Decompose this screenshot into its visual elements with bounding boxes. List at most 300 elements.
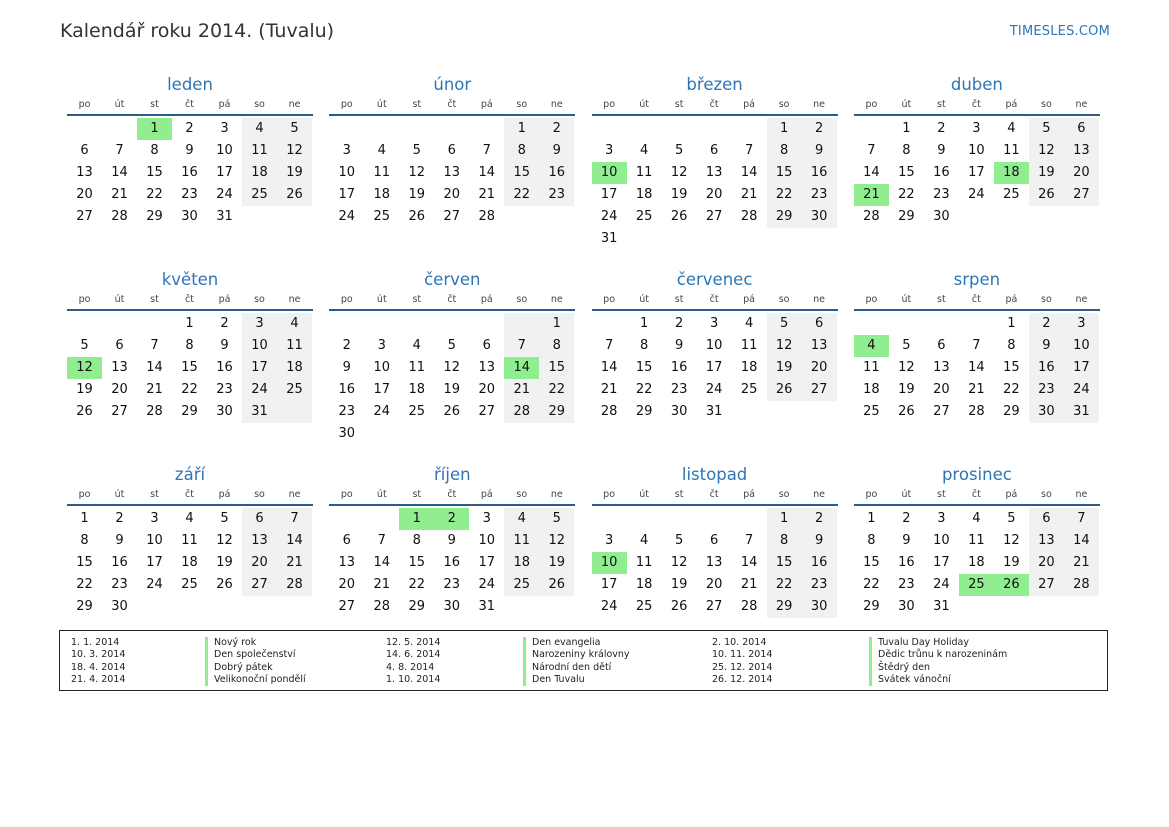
day-cell: 17 [933,555,950,570]
weekday-label: po [603,294,616,305]
day-cell: 4 [639,533,649,548]
weekday-header [854,488,1100,506]
day-cell: 27 [338,599,356,614]
day-cell: 6 [709,143,719,158]
weekday-label: pá [218,99,231,110]
day-cell: 12 [443,360,461,375]
day-cell: 5 [412,143,421,158]
day-cell: 13 [242,530,277,552]
day-cell: 20 [338,577,356,592]
day-cell: 23 [933,187,950,202]
day-cell: 28 [146,404,163,419]
day-cell: 29 [408,599,426,614]
day-cell: 7 [504,335,539,357]
empty-cell [242,206,277,228]
day-cell: 23 [898,577,915,592]
day-cell: 3 [937,511,946,526]
weekday-label: út [901,489,912,500]
day-cell: 28 [968,404,985,419]
day-cell: 7 [604,338,614,353]
day-cell: 25 [1003,187,1020,202]
day-cell: 15 [898,165,915,180]
day-cell: 9 [802,140,837,162]
day-cell: 15 [767,552,802,574]
day-cell: 8 [185,338,194,353]
legend-dates-column [71,637,125,686]
weekday-label: pá [480,489,493,500]
legend-date: 10. 11. 2014 [712,649,773,661]
day-cell: 27 [76,209,93,224]
day-cell: 20 [933,382,950,397]
day-cell: 7 [115,143,124,158]
day-cell: 23 [111,577,128,592]
empty-cell [732,228,767,250]
day-cell: 21 [740,187,758,202]
day-cell: 6 [482,338,491,353]
days-grid [592,311,838,423]
day-cell: 22 [76,577,93,592]
day-cell: 2 [937,121,946,136]
day-cell: 16 [216,360,233,375]
day-cell: 19 [1003,555,1020,570]
day-cell: 13 [1029,530,1064,552]
day-cell: 11 [740,338,758,353]
day-cell: 21 [968,382,985,397]
empty-cell [854,118,889,140]
day-cell: 22 [767,184,802,206]
weekday-label: st [674,294,684,305]
day-cell: 15 [146,165,163,180]
day-cell: 2 [802,508,837,530]
day-cell: 14 [863,165,880,180]
day-cell: 6 [937,338,946,353]
legend-dates-column [386,637,440,686]
day-cell: 3 [482,511,491,526]
weekday-label: po [78,99,91,110]
day-cell: 11 [373,165,391,180]
day-cell: 28 [504,401,539,423]
empty-cell [802,228,837,250]
day-cell: 27 [478,404,496,419]
day-cell: 6 [342,533,351,548]
day-cell: 15 [504,162,539,184]
day-cell: 13 [705,555,723,570]
day-cell: 17 [146,555,163,570]
empty-cell [207,596,242,618]
day-cell: 13 [478,360,496,375]
day-cell: 20 [1064,162,1099,184]
day-cell: 23 [181,187,198,202]
day-cell: 5 [80,338,89,353]
day-cell: 27 [111,404,128,419]
day-cell: 9 [185,143,194,158]
day-cell: 6 [115,338,124,353]
empty-cell [732,401,767,423]
day-cell: 19 [1029,162,1064,184]
day-cell: 16 [670,360,688,375]
weekday-label: ne [550,489,563,500]
day-cell: 19 [898,382,915,397]
empty-cell [732,508,767,530]
day-cell: 27 [705,209,723,224]
day-cell: 27 [705,599,723,614]
month-name: říjen [434,465,471,484]
day-cell: 26 [670,209,688,224]
day-cell: 19 [408,187,426,202]
holiday-day: 10 [592,162,627,184]
day-cell: 26 [216,577,233,592]
day-cell: 17 [968,165,985,180]
day-cell: 10 [216,143,233,158]
empty-cell [504,596,539,618]
empty-cell [329,118,364,140]
day-cell: 29 [539,401,574,423]
month-březen [592,74,838,269]
day-cell: 28 [863,209,880,224]
weekday-label: po [78,489,91,500]
weekday-label: ne [288,294,301,305]
day-cell: 29 [767,596,802,618]
day-cell: 22 [146,187,163,202]
weekday-label: so [516,489,528,500]
legend-holiday-name: Den evangelia [523,637,630,649]
day-cell: 28 [1064,574,1099,596]
weekday-label: po [340,294,353,305]
day-cell: 3 [604,143,614,158]
weekday-header [67,488,313,506]
day-cell: 24 [242,379,277,401]
day-cell: 2 [539,118,574,140]
weekday-header [592,488,838,506]
legend-holiday-name: Svátek vánoční [869,674,1007,686]
day-cell: 10 [705,338,723,353]
weekday-label: st [937,99,946,110]
day-cell: 15 [767,162,802,184]
empty-cell [539,206,574,228]
day-cell: 10 [478,533,496,548]
day-cell: 3 [150,511,159,526]
day-cell: 26 [408,209,426,224]
empty-cell [399,313,434,335]
empty-cell [434,313,469,335]
empty-cell [854,313,889,335]
days-grid [329,116,575,228]
weekday-label: út [639,99,649,110]
day-cell: 5 [220,511,229,526]
weekday-label: út [376,99,387,110]
day-cell: 4 [744,316,754,331]
day-cell: 11 [635,555,653,570]
month-únor [329,74,575,269]
day-cell: 11 [635,165,653,180]
empty-cell [592,118,627,140]
empty-cell [399,118,434,140]
day-cell: 22 [539,379,574,401]
empty-cell [1029,596,1064,618]
weekday-label: čt [971,294,981,305]
weekday-header [854,98,1100,116]
day-cell: 18 [242,162,277,184]
day-cell: 19 [277,162,312,184]
day-cell: 30 [1029,401,1064,423]
day-cell: 14 [277,530,312,552]
day-cell: 18 [635,577,653,592]
day-cell: 26 [898,404,915,419]
day-cell: 26 [670,599,688,614]
day-cell: 31 [705,404,723,419]
day-cell: 24 [338,209,356,224]
month-name: prosinec [941,465,1012,484]
day-cell: 4 [377,143,386,158]
weekday-label: ne [550,294,563,305]
legend-date: 1. 1. 2014 [71,637,120,648]
legend-date: 10. 3. 2014 [71,649,126,661]
weekday-label: pá [218,294,231,305]
page-title: Kalendář roku 2014. (Tuvalu) [60,20,335,42]
day-cell: 1 [639,316,649,331]
empty-cell [767,228,802,250]
days-grid [67,116,313,228]
day-cell: 8 [767,530,802,552]
month-name: srpen [953,270,1001,289]
weekday-label: po [78,294,91,305]
day-cell: 7 [744,143,754,158]
weekday-label: čt [185,99,194,110]
day-cell: 27 [802,379,837,401]
legend-holiday-name: Tuvalu Day Holiday [869,637,1007,649]
day-cell: 25 [863,404,880,419]
day-cell: 1 [1007,316,1016,331]
day-cell: 21 [478,187,496,202]
day-cell: 14 [146,360,163,375]
day-cell: 9 [447,533,456,548]
day-cell: 2 [674,316,684,331]
month-name: duben [950,75,1003,94]
days-grid [592,116,838,250]
weekday-label: čt [709,99,719,110]
weekday-header [329,98,575,116]
weekday-label: ne [288,99,301,110]
day-cell: 30 [181,209,198,224]
day-cell: 12 [216,533,233,548]
day-cell: 18 [863,382,880,397]
weekday-label: so [516,294,528,305]
empty-cell [102,313,137,335]
days-grid [67,506,313,618]
days-grid [329,311,575,445]
day-cell: 29 [1003,404,1020,419]
day-cell: 3 [242,313,277,335]
day-cell: 22 [635,382,653,397]
legend-date: 1. 10. 2014 [386,673,441,685]
empty-cell [662,228,697,250]
weekday-label: so [254,294,265,305]
weekday-label: st [150,294,159,305]
empty-cell [889,313,924,335]
empty-cell [469,313,504,335]
weekday-label: čt [447,99,457,110]
weekday-label: čt [447,489,457,500]
day-cell: 25 [181,577,198,592]
day-cell: 10 [338,165,356,180]
day-cell: 26 [1029,184,1064,206]
weekday-label: st [674,99,684,110]
day-cell: 11 [1003,143,1020,158]
day-cell: 10 [968,143,985,158]
weekday-label: po [603,99,616,110]
legend-holiday-name: Den Tuvalu [523,674,630,686]
empty-cell [662,118,697,140]
weekday-label: ne [1075,294,1088,305]
day-cell: 20 [242,552,277,574]
legend-holiday-name: Dědic trůnu k narozeninám [869,649,1007,661]
day-cell: 13 [443,165,461,180]
month-květen [67,269,313,464]
day-cell: 2 [342,338,351,353]
holiday-day: 18 [994,162,1029,184]
legend-names-column [205,637,306,686]
day-cell: 30 [802,596,837,618]
day-cell: 16 [111,555,128,570]
day-cell: 2 [115,511,124,526]
day-cell: 12 [408,165,426,180]
day-cell: 18 [968,555,985,570]
day-cell: 31 [1064,401,1099,423]
day-cell: 20 [1029,552,1064,574]
day-cell: 2 [185,121,194,136]
month-name: květen [161,270,219,289]
day-cell: 27 [1064,184,1099,206]
day-cell: 22 [408,577,426,592]
day-cell: 1 [504,118,539,140]
day-cell: 8 [504,140,539,162]
legend-date: 18. 4. 2014 [71,661,126,673]
weekday-label: so [254,489,265,500]
day-cell: 23 [670,382,688,397]
day-cell: 21 [740,577,758,592]
holiday-day: 25 [959,574,994,596]
weekday-label: so [1041,489,1052,500]
empty-cell [172,596,207,618]
day-cell: 2 [802,118,837,140]
holiday-day: 10 [592,552,627,574]
site-link[interactable]: TIMESLES.COM [1009,24,1110,39]
weekday-label: čt [709,489,719,500]
weekday-label: st [150,99,159,110]
day-cell: 2 [902,511,911,526]
day-cell: 14 [968,360,985,375]
month-name: březen [686,75,743,94]
day-cell: 4 [639,143,649,158]
empty-cell [767,401,802,423]
day-cell: 22 [504,184,539,206]
empty-cell [67,313,102,335]
day-cell: 10 [242,335,277,357]
day-cell: 10 [146,533,163,548]
weekday-label: st [674,489,684,500]
day-cell: 31 [216,209,233,224]
legend-date: 14. 6. 2014 [386,649,441,661]
day-cell: 11 [242,140,277,162]
empty-cell [627,118,662,140]
day-cell: 12 [539,530,574,552]
day-cell: 11 [408,360,426,375]
day-cell: 28 [111,209,128,224]
empty-cell [924,313,959,335]
day-cell: 10 [373,360,391,375]
empty-cell [399,423,434,445]
day-cell: 30 [670,404,688,419]
day-cell: 4 [1007,121,1016,136]
day-cell: 3 [220,121,229,136]
day-cell: 3 [604,533,614,548]
day-cell: 24 [933,577,950,592]
weekday-label: po [865,294,878,305]
day-cell: 6 [80,143,89,158]
day-cell: 24 [478,577,496,592]
day-cell: 29 [635,404,653,419]
day-cell: 18 [373,187,391,202]
weekday-label: st [150,489,159,500]
day-cell: 8 [80,533,89,548]
weekday-header [592,293,838,311]
legend-holiday-name: Narozeniny královny [523,649,630,661]
day-cell: 25 [242,184,277,206]
day-cell: 23 [216,382,233,397]
day-cell: 3 [342,143,351,158]
month-červen [329,269,575,464]
empty-cell [137,596,172,618]
empty-cell [959,313,994,335]
day-cell: 9 [674,338,684,353]
weekday-label: st [412,99,422,110]
weekday-label: út [901,294,912,305]
day-cell: 20 [76,187,93,202]
day-cell: 30 [898,599,915,614]
day-cell: 25 [635,599,653,614]
days-grid [854,116,1100,228]
weekday-label: čt [971,489,981,500]
weekday-header [592,98,838,116]
day-cell: 30 [933,209,950,224]
day-cell: 20 [478,382,496,397]
day-cell: 18 [277,357,312,379]
day-cell: 31 [242,401,277,423]
day-cell: 9 [802,530,837,552]
legend-names-column [869,637,1007,686]
empty-cell [329,313,364,335]
day-cell: 7 [277,508,312,530]
day-cell: 29 [898,209,915,224]
day-cell: 1 [80,511,89,526]
day-cell: 20 [111,382,128,397]
month-name: listopad [681,465,748,484]
day-cell: 24 [373,404,391,419]
empty-cell [1029,206,1064,228]
day-cell: 18 [740,360,758,375]
day-cell: 6 [447,143,456,158]
day-cell: 28 [600,404,618,419]
day-cell: 16 [443,555,461,570]
day-cell: 26 [443,404,461,419]
day-cell: 21 [600,382,618,397]
empty-cell [697,508,732,530]
day-cell: 16 [181,165,198,180]
day-cell: 13 [338,555,356,570]
month-duben [854,74,1100,269]
day-cell: 5 [674,143,684,158]
weekday-label: pá [480,294,493,305]
